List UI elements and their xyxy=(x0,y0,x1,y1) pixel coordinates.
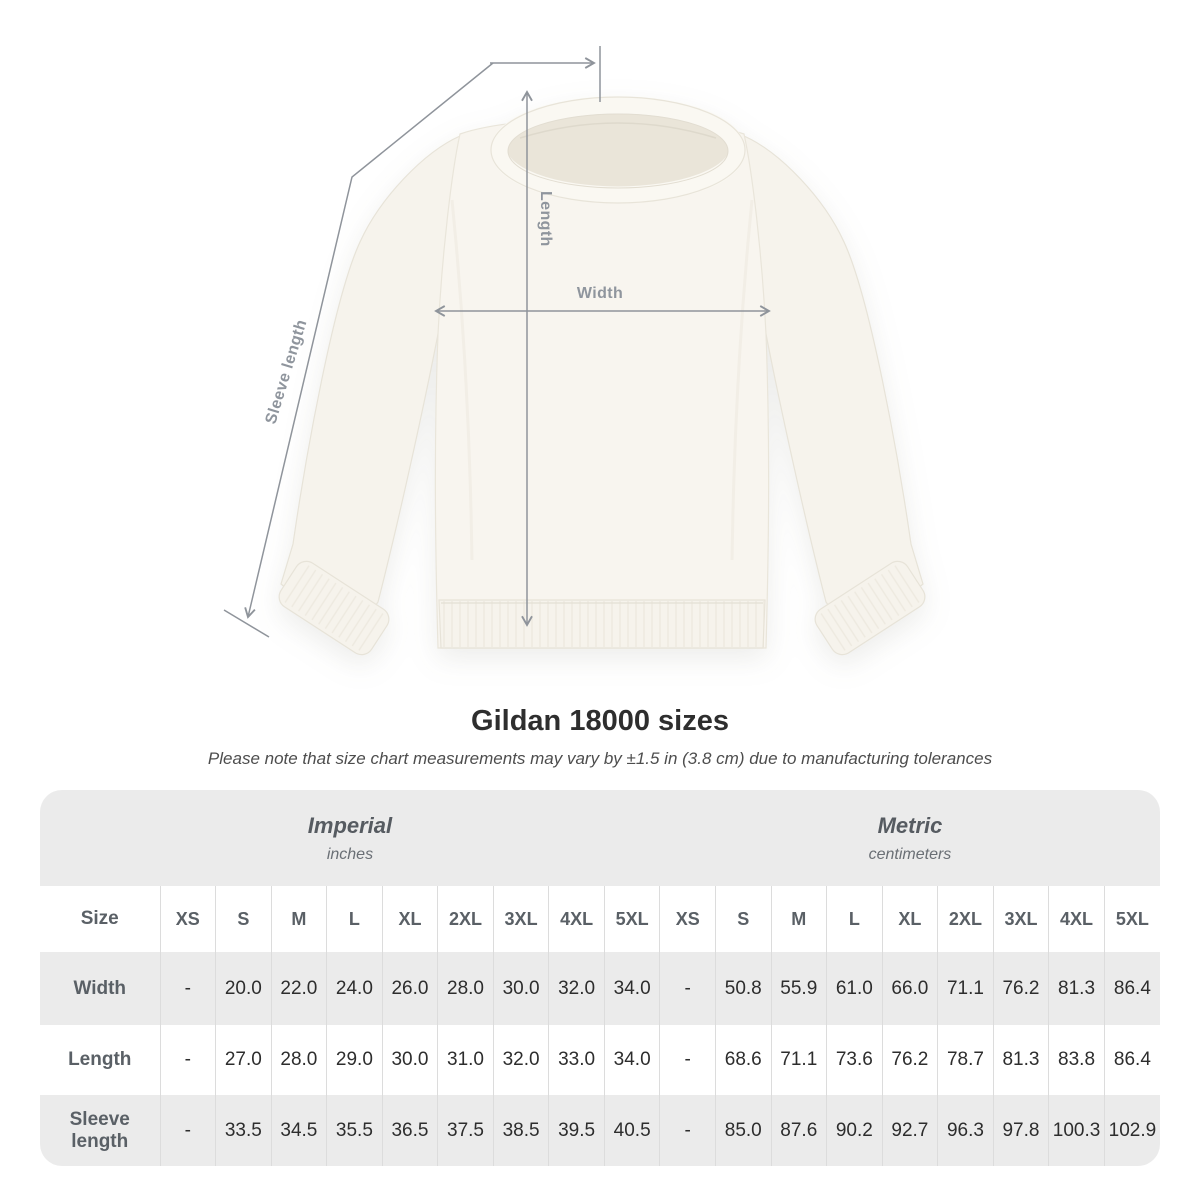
value-cell: 73.6 xyxy=(827,1025,883,1095)
value-cell: 97.8 xyxy=(993,1095,1049,1166)
sweatshirt-illustration xyxy=(275,97,930,659)
value-cell: - xyxy=(160,1095,216,1166)
value-cell: 85.0 xyxy=(715,1095,771,1166)
size-col-header: M xyxy=(771,886,827,952)
unit-header-row xyxy=(40,790,1160,886)
value-cell: 71.1 xyxy=(771,1025,827,1095)
value-cell: 68.6 xyxy=(715,1025,771,1095)
value-cell: 55.9 xyxy=(771,952,827,1025)
size-col-header: XL xyxy=(882,886,938,952)
value-cell: 81.3 xyxy=(993,1025,1049,1095)
metric-group-header xyxy=(660,790,1160,886)
width-row xyxy=(40,952,1160,1025)
size-col-header: 3XL xyxy=(993,886,1049,952)
value-cell: 71.1 xyxy=(938,952,994,1025)
value-cell: 96.3 xyxy=(938,1095,994,1166)
metric-unit-label: centimeters xyxy=(868,845,952,863)
imperial-unit-label: inches xyxy=(326,845,374,863)
row-label: Length xyxy=(68,1049,132,1070)
value-cell: - xyxy=(160,952,216,1025)
size-col-header: XS xyxy=(660,886,716,952)
value-cell: 61.0 xyxy=(827,952,883,1025)
value-cell: 100.3 xyxy=(1049,1095,1105,1166)
value-cell: 34.0 xyxy=(604,952,660,1025)
size-col-header: XL xyxy=(382,886,438,952)
size-col-header: XS xyxy=(160,886,216,952)
value-cell: 34.5 xyxy=(271,1095,327,1166)
value-cell: 26.0 xyxy=(382,952,438,1025)
value-cell: 31.0 xyxy=(438,1025,494,1095)
row-label: Sleeve length xyxy=(69,1108,130,1152)
value-cell: - xyxy=(160,1025,216,1095)
value-cell: 40.5 xyxy=(604,1095,660,1166)
value-cell: 86.4 xyxy=(1104,952,1160,1025)
value-cell: 78.7 xyxy=(938,1025,994,1095)
value-cell: 28.0 xyxy=(271,1025,327,1095)
value-cell: 76.2 xyxy=(882,1025,938,1095)
value-cell: 30.0 xyxy=(382,1025,438,1095)
metric-label: Metric xyxy=(877,812,943,838)
size-col-header: S xyxy=(715,886,771,952)
value-cell: 102.9 xyxy=(1104,1095,1160,1166)
value-cell: 32.0 xyxy=(549,952,605,1025)
size-col-header: 4XL xyxy=(549,886,605,952)
value-cell: 22.0 xyxy=(271,952,327,1025)
size-col-header: M xyxy=(271,886,327,952)
value-cell: 36.5 xyxy=(382,1095,438,1166)
size-col-header: L xyxy=(327,886,383,952)
size-col-header: L xyxy=(827,886,883,952)
value-cell: 81.3 xyxy=(1049,952,1105,1025)
value-cell: - xyxy=(660,1025,716,1095)
imperial-group-header xyxy=(40,790,660,886)
size-col-header: 5XL xyxy=(1104,886,1160,952)
value-cell: 66.0 xyxy=(882,952,938,1025)
collar xyxy=(491,97,745,203)
value-cell: 33.5 xyxy=(216,1095,272,1166)
value-cell: 33.0 xyxy=(549,1025,605,1095)
size-col-header: 4XL xyxy=(1049,886,1105,952)
size-col-header: 2XL xyxy=(938,886,994,952)
value-cell: 50.8 xyxy=(715,952,771,1025)
value-cell: - xyxy=(660,952,716,1025)
size-col-header: 3XL xyxy=(493,886,549,952)
sleeve-length-row xyxy=(40,1095,1160,1166)
value-cell: 90.2 xyxy=(827,1095,883,1166)
size-col-header: 5XL xyxy=(604,886,660,952)
value-cell: 20.0 xyxy=(216,952,272,1025)
length-dimension-label: Length xyxy=(537,191,554,247)
value-cell: 24.0 xyxy=(327,952,383,1025)
value-cell: 38.5 xyxy=(493,1095,549,1166)
size-col-header: S xyxy=(216,886,272,952)
value-cell: 27.0 xyxy=(216,1025,272,1095)
length-row xyxy=(40,1025,1160,1095)
value-cell: 30.0 xyxy=(493,952,549,1025)
waistband xyxy=(439,600,765,648)
page-title: Gildan 18000 sizes xyxy=(471,705,729,737)
value-cell: 29.0 xyxy=(327,1025,383,1095)
value-cell: 92.7 xyxy=(882,1095,938,1166)
size-col-header: 2XL xyxy=(438,886,494,952)
value-cell: 87.6 xyxy=(771,1095,827,1166)
value-cell: 34.0 xyxy=(604,1025,660,1095)
size-column-header: Size xyxy=(80,908,119,929)
value-cell: 39.5 xyxy=(549,1095,605,1166)
value-cell: 35.5 xyxy=(327,1095,383,1166)
row-label: Width xyxy=(73,977,127,999)
value-cell: 28.0 xyxy=(438,952,494,1025)
value-cell: 76.2 xyxy=(993,952,1049,1025)
size-chart-card xyxy=(40,790,1160,1166)
value-cell: 83.8 xyxy=(1049,1025,1105,1095)
tolerance-note: Please note that size chart measurements may vary by ±1.5 in (3.8 cm) due to manufacturing tolerances xyxy=(207,749,993,768)
sleeve-length-dimension-label: Sleeve length xyxy=(262,317,311,427)
size-header-row xyxy=(40,886,1160,952)
value-cell: - xyxy=(660,1095,716,1166)
value-cell: 32.0 xyxy=(493,1025,549,1095)
value-cell: 86.4 xyxy=(1104,1025,1160,1095)
imperial-label: Imperial xyxy=(307,812,393,838)
width-dimension-label: Width xyxy=(576,285,624,302)
value-cell: 37.5 xyxy=(438,1095,494,1166)
cuff-reference-tick xyxy=(224,610,269,637)
size-chart-table xyxy=(40,790,1160,1166)
